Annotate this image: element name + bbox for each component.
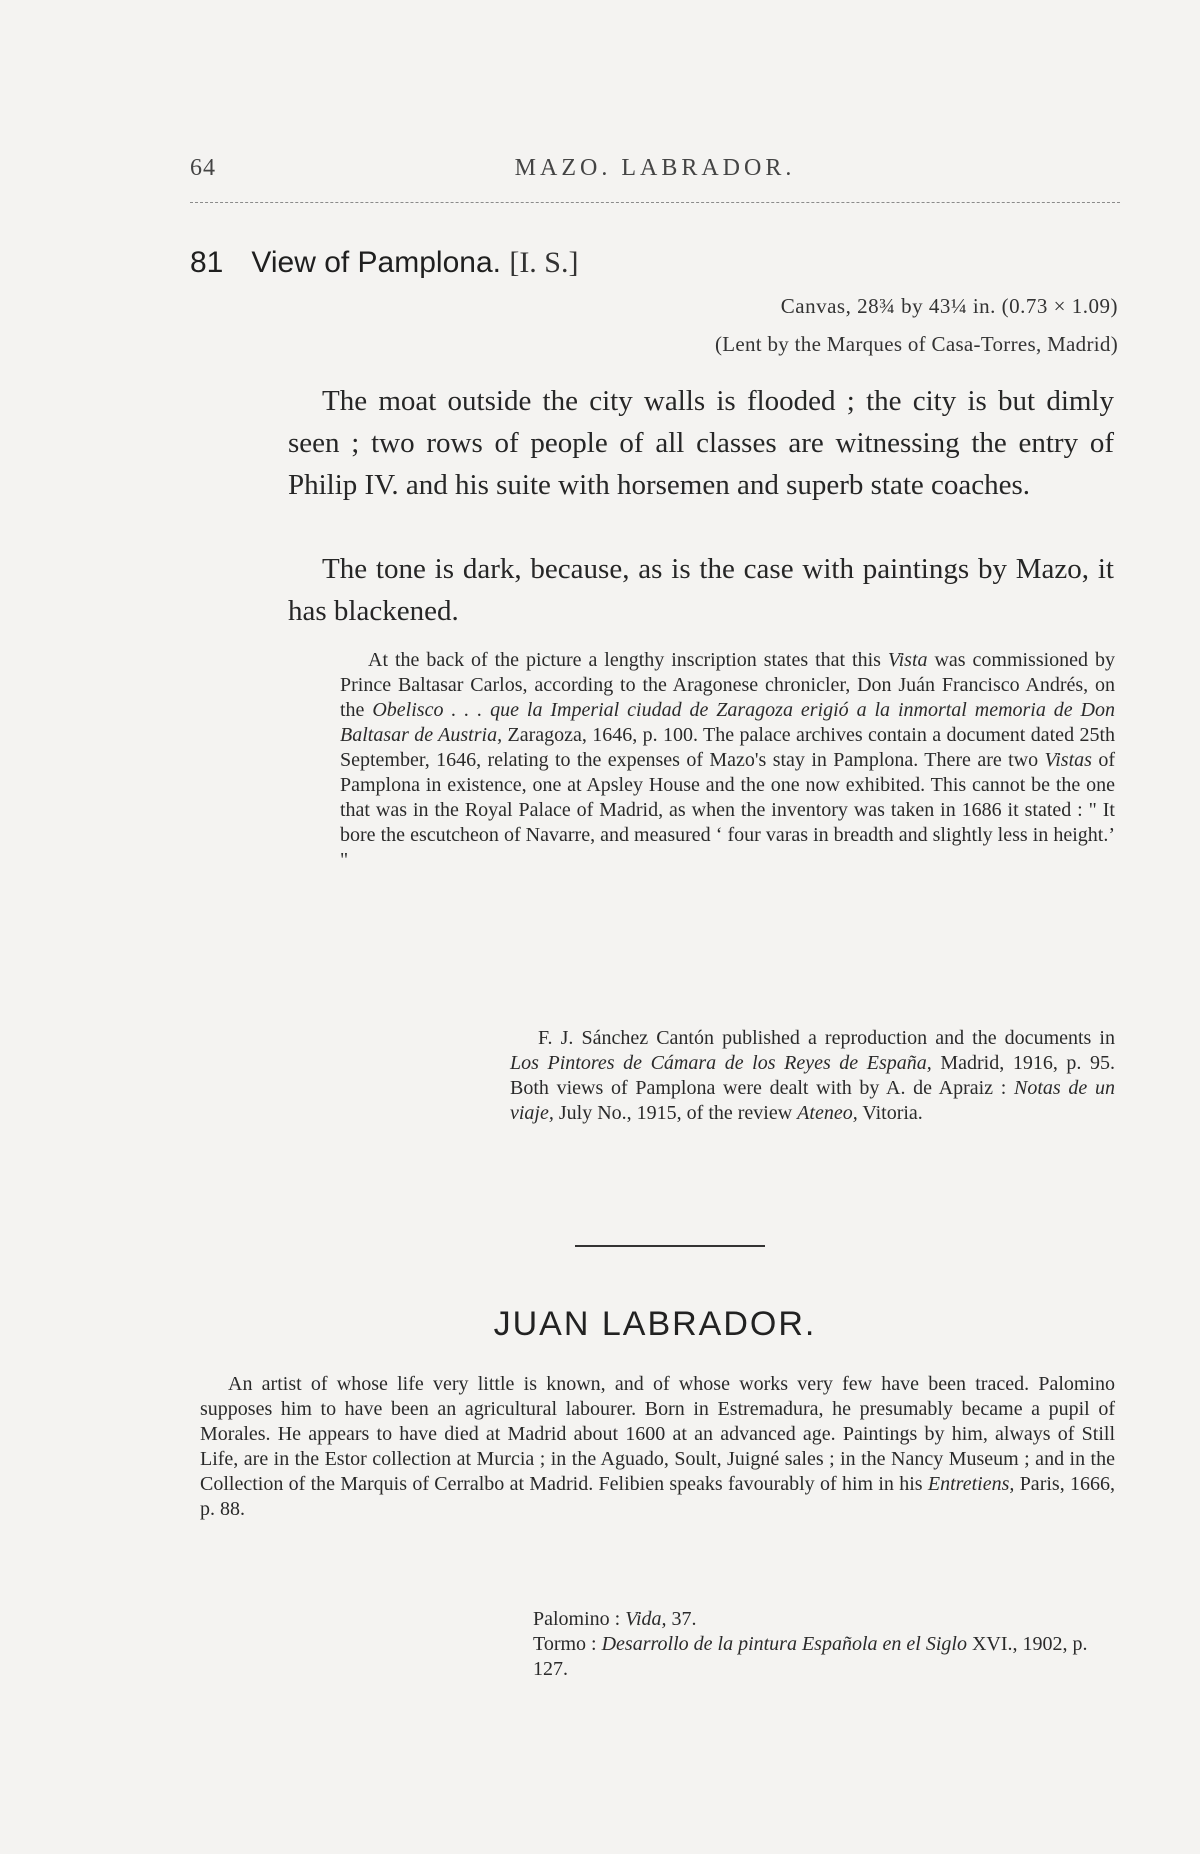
entry-heading (190, 246, 1090, 280)
catalogue-number: 81 (190, 246, 224, 279)
section-divider (575, 1245, 765, 1247)
canvas-dimensions: Canvas, 28¾ by 43¼ in. (0.73 × 1.09) (780, 294, 1118, 318)
reproduction-note: F. J. Sánchez Cantón published a reproduction and the documents in Los Pintores de Cámara de los Reyes de España, Madrid, 1916, p. 95. Both views of Pamplona were dealt with by A. de Apraiz : Notas de un viaje, July No., 1915, of the review Ateneo, Vitoria. (510, 1027, 1115, 1124)
lender-credit: (Lent by the Marques of Casa-Torres, Madrid) (714, 332, 1118, 356)
page-number: 64 (190, 155, 216, 181)
artist-biography: An artist of whose life very little is known, and of whose works very few have been traced. Palomino supposes him to have been an agricultural labourer. Born in Estremadura, he presumably became a pupil of Morales. He appears to have died at Madrid about 1600 at an advanced age. Paintings by him, always of Still Life, are in the Estor collection at Murcia ; in the Aguado, Soult, Juigné sales ; in the Nancy Museum ; and in the Collection of the Marquis of Cerralbo at Madrid. Felibien speaks favourably of him in his Entretiens, Paris, 1666, p. 88. (200, 1373, 1116, 1520)
reference-palomino: Palomino : Vida, 37. (533, 1608, 697, 1630)
section-title: JUAN LABRADOR. (493, 1305, 817, 1343)
header-rule (190, 202, 1120, 203)
entry-tag: [I. S.] (509, 246, 579, 279)
entry-title: View of Pamplona. (251, 246, 501, 279)
inscription-note: At the back of the picture a lengthy inscription states that this Vista was commissioned by Prince Baltasar Carlos, according to the Aragonese chronicler, Don Juán Francisco Andrés, on the Obelisco . . . que la Imperial ciudad de Zaragoza erigió a la inmortal memoria de Don Baltasar de Austria, Zaragoza, 1646, p. 100. The palace archives contain a document dated 25th September, 1646, relating to the expenses of Mazo's stay in Pamplona. There are two Vistas of Pamplona in existence, one at Apsley House and the one now exhibited. This cannot be the one that was in the Royal Palace of Madrid, as when the inventory was taken in 1686 it stated : " It bore the escutcheon of Navarre, and measured ‘ four varas in breadth and slightly less in height.’ " (340, 649, 1116, 871)
running-title: MAZO. LABRADOR. (514, 155, 796, 181)
running-head (190, 155, 1120, 195)
description-paragraph-1: The moat outside the city walls is flooded ; the city is but dimly seen ; two rows of people of all classes are witnessing the entry of Philip IV. and his suite with horsemen and superb state coaches. (288, 385, 1114, 501)
description-paragraph-2: The tone is dark, because, as is the case with paintings by Mazo, it has blackened. (288, 553, 1114, 627)
reference-tormo: Tormo : Desarrollo de la pintura Española en el Siglo XVI., 1902, p. 127. (533, 1633, 1088, 1680)
